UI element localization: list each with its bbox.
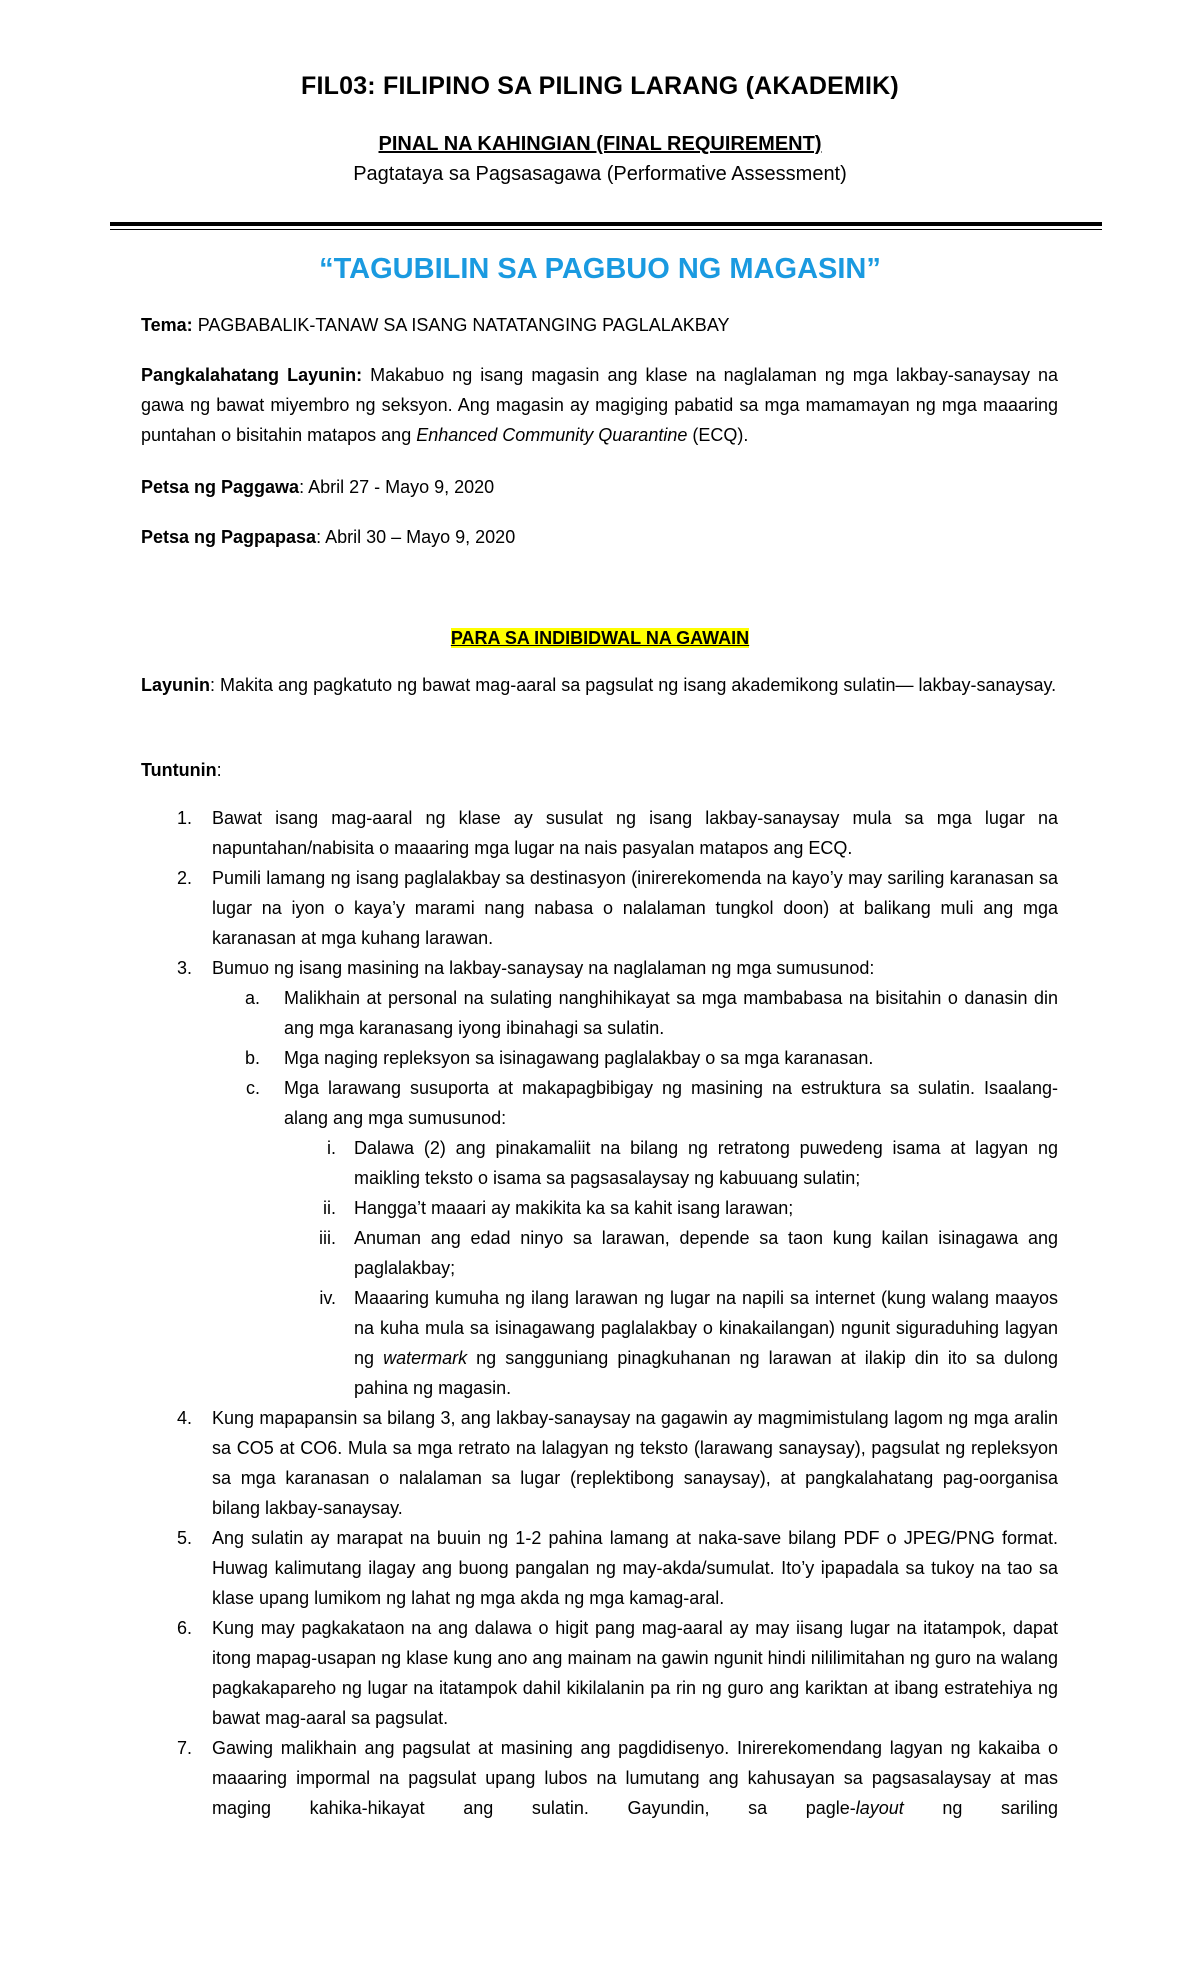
course-title: FIL03: FILIPINO SA PILING LARANG (AKADEMIK) [301, 72, 899, 100]
tema-label: Tema: [141, 315, 193, 335]
list-number: 2. [176, 868, 192, 888]
petsa-paggawa [141, 472, 1058, 502]
main-title: “TAGUBILIN SA PAGBUO NG MAGASIN” [319, 253, 881, 285]
list-number: 3. [176, 958, 192, 978]
individual-objective-text: : Makita ang pagkatuto ng bawat mag-aaral sa pagsulat ng isang akademikong sulatin— lakbay-sanaysay. [210, 675, 1057, 695]
sub-sub-list-text: Hangga’t maaari ay makikita ka sa kahit isang larawan; [354, 1198, 794, 1218]
general-objective [141, 360, 1058, 450]
header-divider-thick [110, 222, 1102, 226]
petsa-pagpapasa [141, 522, 1058, 552]
roman-numeral: iv. [319, 1288, 336, 1308]
roman-numeral: ii. [323, 1198, 336, 1218]
list-text: Bumuo ng isang masining na lakbay-sanaysay na naglalaman ng mga sumusunod: [212, 958, 875, 978]
sub-sub-list-text [354, 1283, 1058, 1403]
individual-objective-label: Layunin [141, 675, 211, 695]
list-text [212, 1733, 1058, 1823]
petsa-pagpapasa-value: : Abril 30 – Mayo 9, 2020 [316, 527, 516, 547]
list-text: Kung mapapansin sa bilang 3, ang lakbay-sanaysay na gagawin ay magmimistulang lagom ng mga aralin sa CO5 at CO6. Mula sa mga retrato na lalagyan ng teksto (larawang sanaysay), pagsulat ng repleksyon sa mga karanasan o nalalaman sa lugar (replektibong sanaysay), at pangkalahatang pag-oorganisa bilang lakbay-sanaysay. [212, 1408, 1058, 1518]
general-objective-text: Makabuo ng isang magasin ang klase na naglalaman ng mga lakbay-sanaysay na gawa ng bawat miyembro ng seksyon. Ang magasin ay magiging pabatid sa mga mamamayan ng mga maaaring puntahan o bisitahin matapos ang [141, 365, 1059, 445]
sub-sub-list-text: Dalawa (2) ang pinakamaliit na bilang ng retratong puwedeng isama at lagyan ng maikling teksto o isama sa pagsasalaysay ng kabuuang sulatin; [354, 1138, 1058, 1188]
list-text-b: ng sariling [903, 1798, 1059, 1818]
list-number: 7. [176, 1738, 192, 1758]
general-objective-label: Pangkalahatang Layunin: [141, 365, 363, 385]
sub-list-text: Mga larawang susuporta at makapagbibigay ng masining na estruktura sa sulatin. Isaalang-alang ang mga sumusunod: [284, 1078, 1058, 1128]
sub-sub-list-text-a: Maaaring kumuha ng ilang larawan ng lugar na napili sa internet (kung walang maayos na kuha mula sa isinagawang paglalakbay o kinakailangan) ngunit siguraduhing lagyan ng [354, 1288, 1058, 1368]
section-heading [0, 625, 1200, 651]
list-text: Pumili lamang ng isang paglalakbay sa destinasyon (inirerekomenda na kayo’y may sariling karanasan sa lugar na iyon o kaya’y marami nang nabasa o nalalaman tungkol doon) at balikang muli ang mga karanasan at mga kuhang larawan. [212, 868, 1058, 948]
ecq-italic: Enhanced Community Quarantine [416, 425, 688, 445]
tema-value: PAGBABALIK-TANAW SA ISANG NATATANGING PAGLALAKBAY [192, 315, 730, 335]
sub-list-letter: b. [244, 1048, 260, 1068]
list-text: Ang sulatin ay marapat na buuin ng 1-2 pahina lamang at naka-save bilang PDF o JPEG/PNG format. Huwag kalimutang ilagay ang buong pangalan ng may-akda/sumulat. Ito’y ipapadala sa tukoy na tao sa klase upang lumikom ng lahat ng mga akda ng mga kamag-aral. [212, 1528, 1058, 1608]
requirement-title: PINAL NA KAHINGIAN (FINAL REQUIREMENT) [378, 133, 822, 155]
tuntunin-heading [141, 755, 1058, 785]
list-text: Kung may pagkakataon na ang dalawa o higit pang mag-aaral ay may iisang lugar na itatampok, dapat itong mapag-usapan ng klase kung ano ang mainam na gawin ngunit hindi nililimitahan ng guro na walang pagkakapareho ng lugar na itatampok dahil kikilalanin pa rin ng guro ang kariktan at ibang estratehiya ng bawat mag-aaral sa pagsulat. [212, 1618, 1058, 1728]
tuntunin-colon: : [216, 760, 222, 780]
sub-list-letter: a. [244, 988, 260, 1008]
roman-numeral: i. [327, 1138, 336, 1158]
petsa-paggawa-label: Petsa ng Paggawa [141, 477, 300, 497]
list-number: 6. [176, 1618, 192, 1638]
petsa-paggawa-value: : Abril 27 - Mayo 9, 2020 [299, 477, 495, 497]
petsa-pagpapasa-label: Petsa ng Pagpapasa [141, 527, 317, 547]
tuntunin-label: Tuntunin [141, 760, 217, 780]
general-objective-text-end: (ECQ). [687, 425, 749, 445]
individual-objective [141, 670, 1058, 700]
section-heading-text: PARA SA INDIBIDWAL NA GAWAIN [450, 628, 750, 648]
sub-sub-list-text-b: ng sangguniang pinagkuhanan ng larawan at ilakip din ito sa dulong pahina ng magasin. [354, 1348, 1058, 1398]
roman-numeral: iii. [319, 1228, 336, 1248]
sub-list-text: Mga naging repleksyon sa isinagawang paglalakbay o sa mga karanasan. [284, 1048, 874, 1068]
header-divider-thin [110, 229, 1102, 230]
list-text: Bawat isang mag-aaral ng klase ay susulat ng isang lakbay-sanaysay mula sa mga lugar na napuntahan/nabisita o maaaring mga lugar na nais pasyalan matapos ang ECQ. [212, 808, 1058, 858]
list-text-a: Gawing malikhain ang pagsulat at masining ang pagdidisenyo. Inirerekomendang lagyan ng kakaiba o maaaring impormal na pagsulat upang lubos na lumutang ang kahusayan sa pagsasalaysay at mas maging kahika-hikayat ang sulatin. Gayundin, sa pagle- [212, 1738, 1058, 1818]
assessment-subtitle: Pagtataya sa Pagsasagawa (Performative Assessment) [353, 163, 847, 185]
tema-line [141, 310, 1058, 340]
sub-list-text: Malikhain at personal na sulating nanghihikayat sa mga mambabasa na bisitahin o danasin din ang mga karanasang iyong ibinahagi sa sulatin. [284, 988, 1058, 1038]
watermark-italic: watermark [383, 1348, 468, 1368]
list-number: 4. [176, 1408, 192, 1428]
list-number: 1. [176, 808, 192, 828]
sub-sub-list-text: Anuman ang edad ninyo sa larawan, depende sa taon kung kailan isinagawa ang paglalakbay; [354, 1228, 1058, 1278]
sub-list-letter: c. [245, 1078, 260, 1098]
list-number: 5. [176, 1528, 192, 1548]
layout-italic: layout [855, 1798, 904, 1818]
